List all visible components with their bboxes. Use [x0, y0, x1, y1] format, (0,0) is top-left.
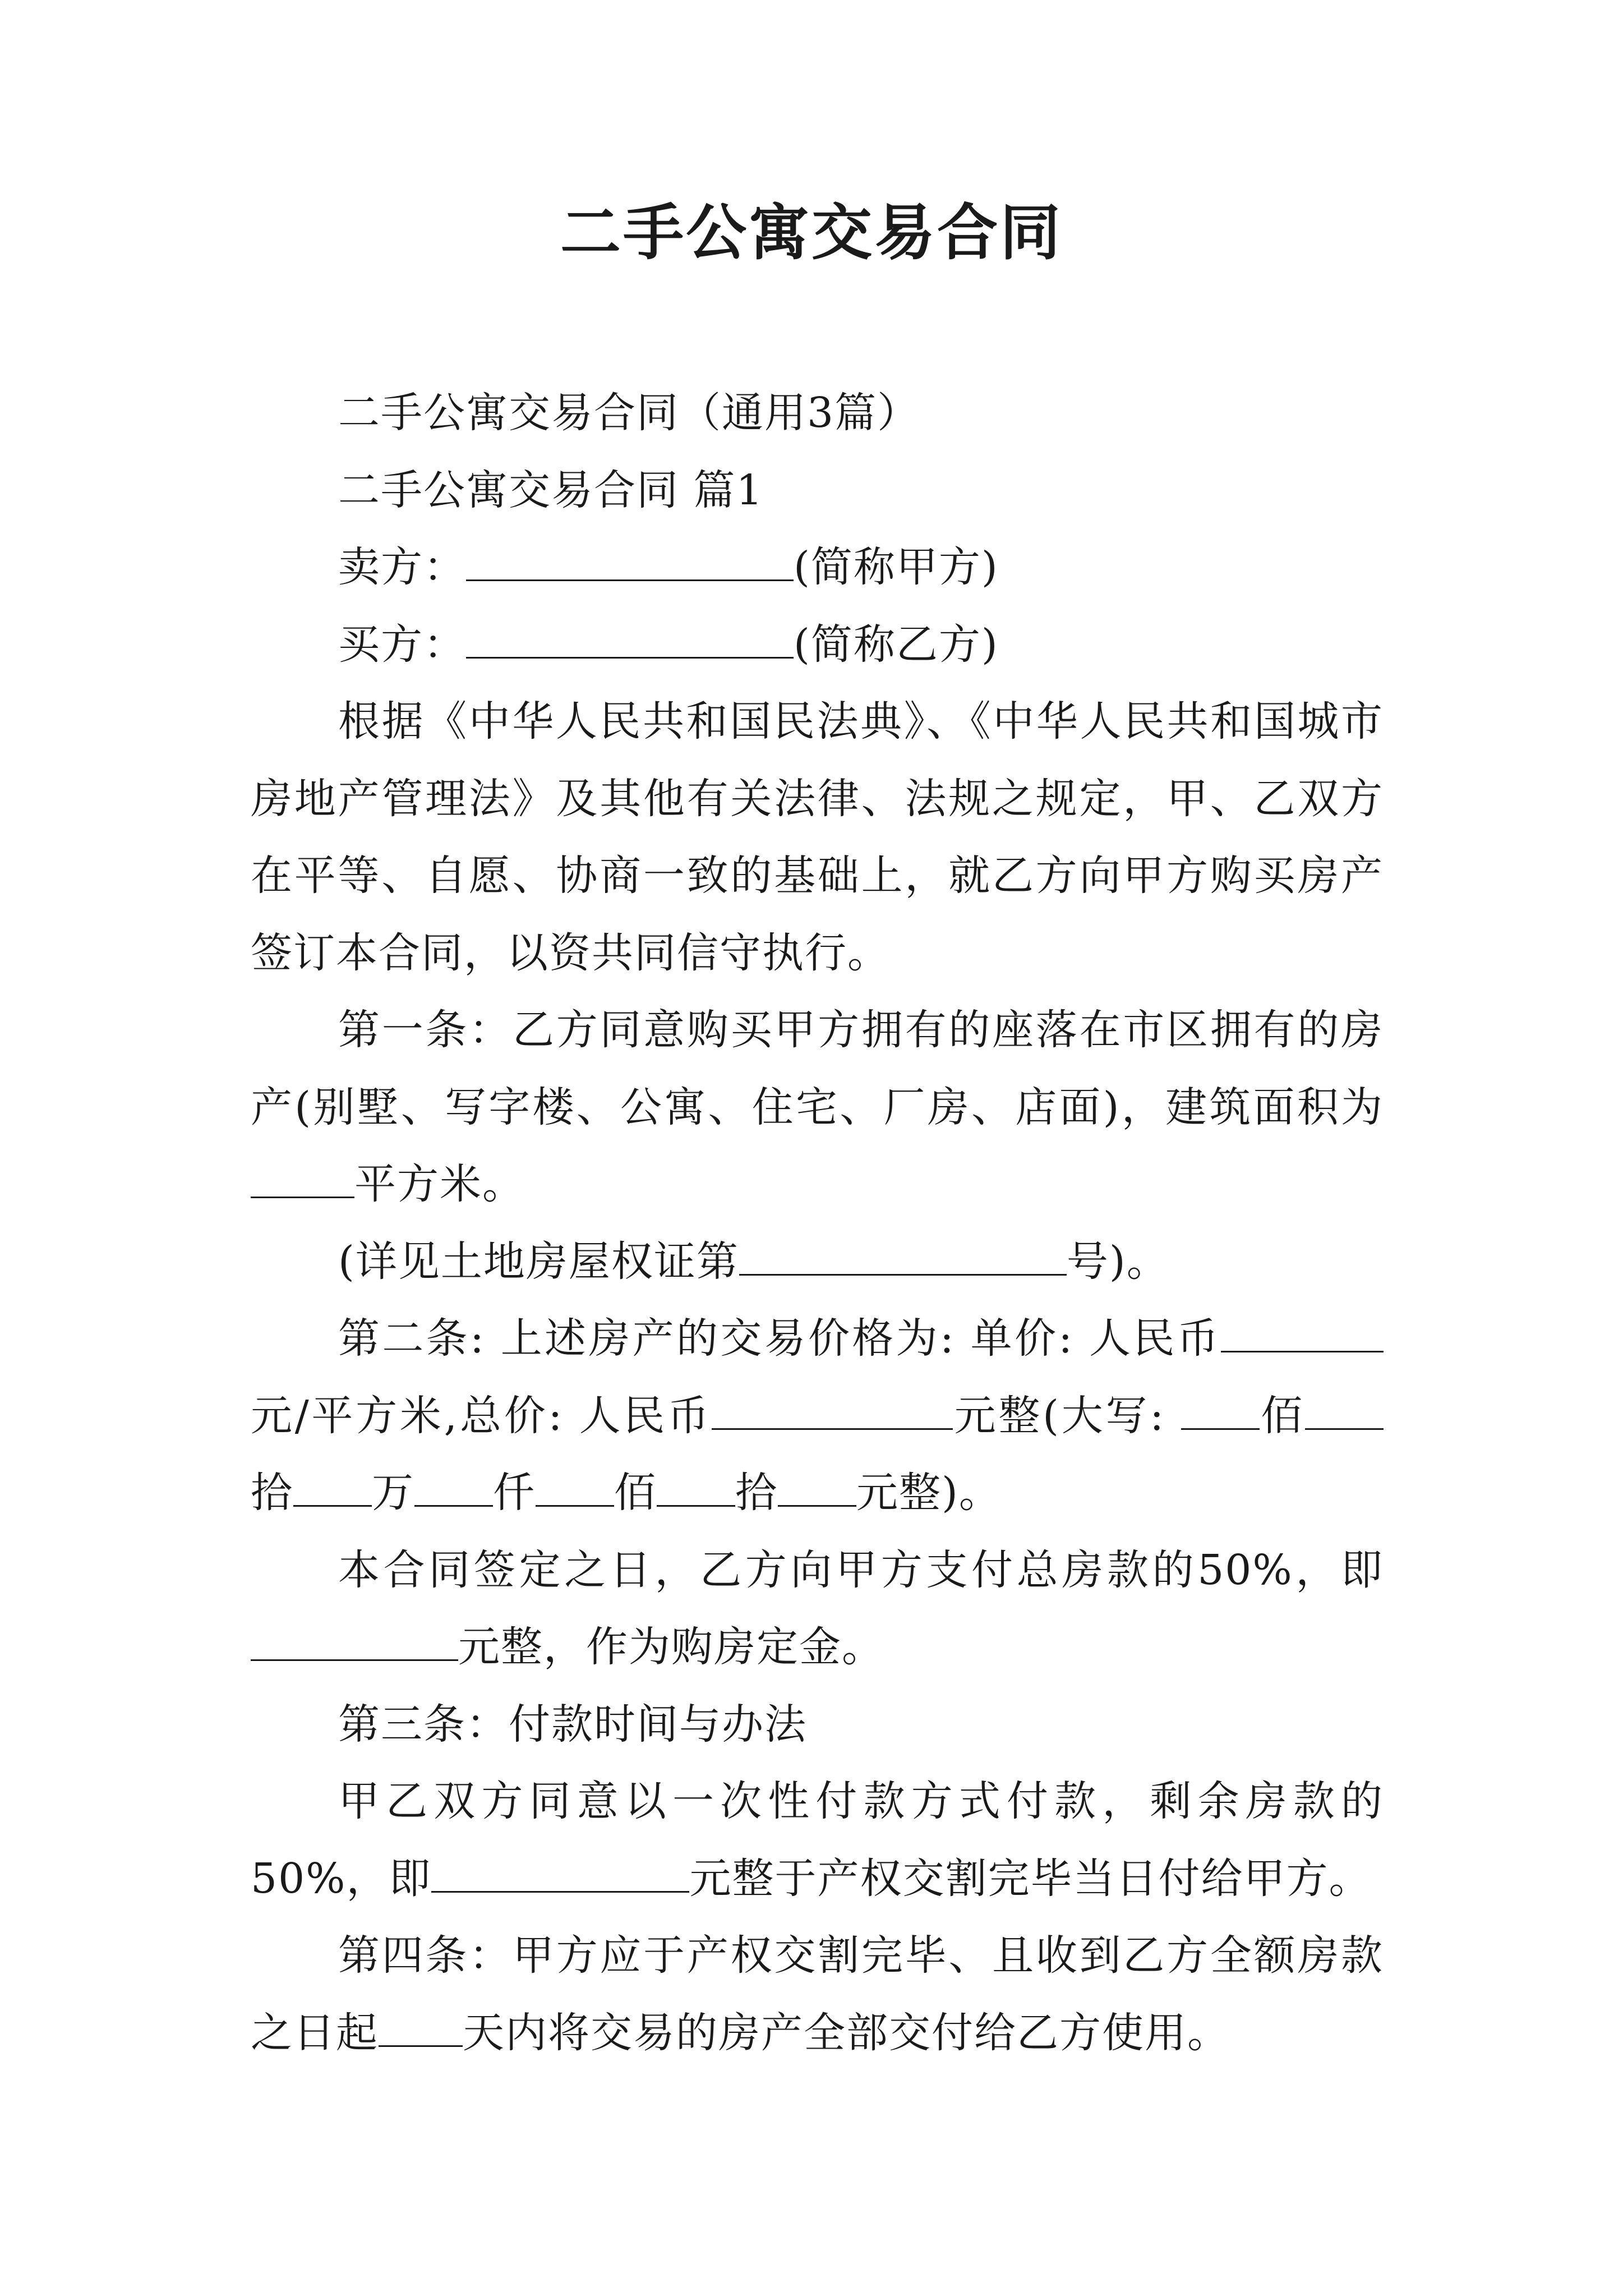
article-1-paragraph: 第一条：乙方同意购买甲方拥有的座落在市区拥有的房产(别墅、写字楼、公寓、住宅、厂房、店面)，建筑面积为平方米。 — [251, 1006, 1384, 1208]
amount-yuan-blank — [778, 1460, 856, 1507]
document-body — [251, 375, 1384, 2072]
remaining-payment-blank — [431, 1846, 689, 1893]
deposit-blank — [251, 1614, 458, 1661]
amount-bai-blank-2 — [536, 1460, 614, 1507]
amount-bai-blank-1 — [1181, 1383, 1260, 1430]
contract-section-heading: 二手公寓交易合同 篇1 — [338, 466, 764, 514]
seller-line: 卖方： (简称甲方) — [251, 529, 1384, 606]
area-blank — [251, 1152, 354, 1198]
amount-shi-blank-2 — [657, 1460, 735, 1507]
unit-price-blank — [1221, 1306, 1384, 1352]
article-2-paragraph: 第二条: 上述房产的交易价格为: 单价: 人民币元/平方米,总价: 人民币 元整(大写: 佰拾 万 仟 佰 拾 元整)。 — [251, 1300, 1384, 1532]
contract-subtitle: 二手公寓交易合同（通用3篇） — [338, 389, 920, 437]
article-3-heading: 第三条：付款时间与办法 — [338, 1700, 807, 1749]
total-price-blank — [712, 1383, 953, 1430]
deposit-paragraph: 本合同签定之日，乙方向甲方支付总房款的50%，即元整，作为购房定金。 — [251, 1532, 1384, 1686]
article-4-paragraph: 第四条：甲方应于产权交割完毕、且收到乙方全额房款之日起 天内将交易的房产全部交付给乙方使用。 — [251, 1931, 1384, 2057]
buyer-line: 买方： (简称乙方) — [251, 606, 1384, 684]
preamble-paragraph: 根据《中华人民共和国民法典》、《中华人民共和国城市房地产管理法》及其他有关法律、法规之规定，甲、乙双方在平等、自愿、协商一致的基础上，就乙方向甲方购买房产签订本合同，以资共同信守执行。 — [251, 697, 1384, 977]
amount-qian-blank — [414, 1460, 493, 1507]
certificate-line: (详见土地房屋权证第 号)。 — [251, 1223, 1384, 1301]
buyer-blank — [466, 612, 794, 659]
certificate-blank — [739, 1229, 1067, 1276]
seller-blank — [466, 535, 794, 581]
amount-wan-blank — [293, 1460, 372, 1507]
days-blank — [379, 2000, 463, 2047]
document-title: 二手公寓交易合同 — [560, 197, 1063, 268]
amount-shi-blank-1 — [1305, 1383, 1384, 1430]
payment-paragraph: 甲乙双方同意以一次性付款方式付款，剩余房款的50%，即 元整于产权交割完毕当日付给甲方。 — [251, 1777, 1384, 1903]
